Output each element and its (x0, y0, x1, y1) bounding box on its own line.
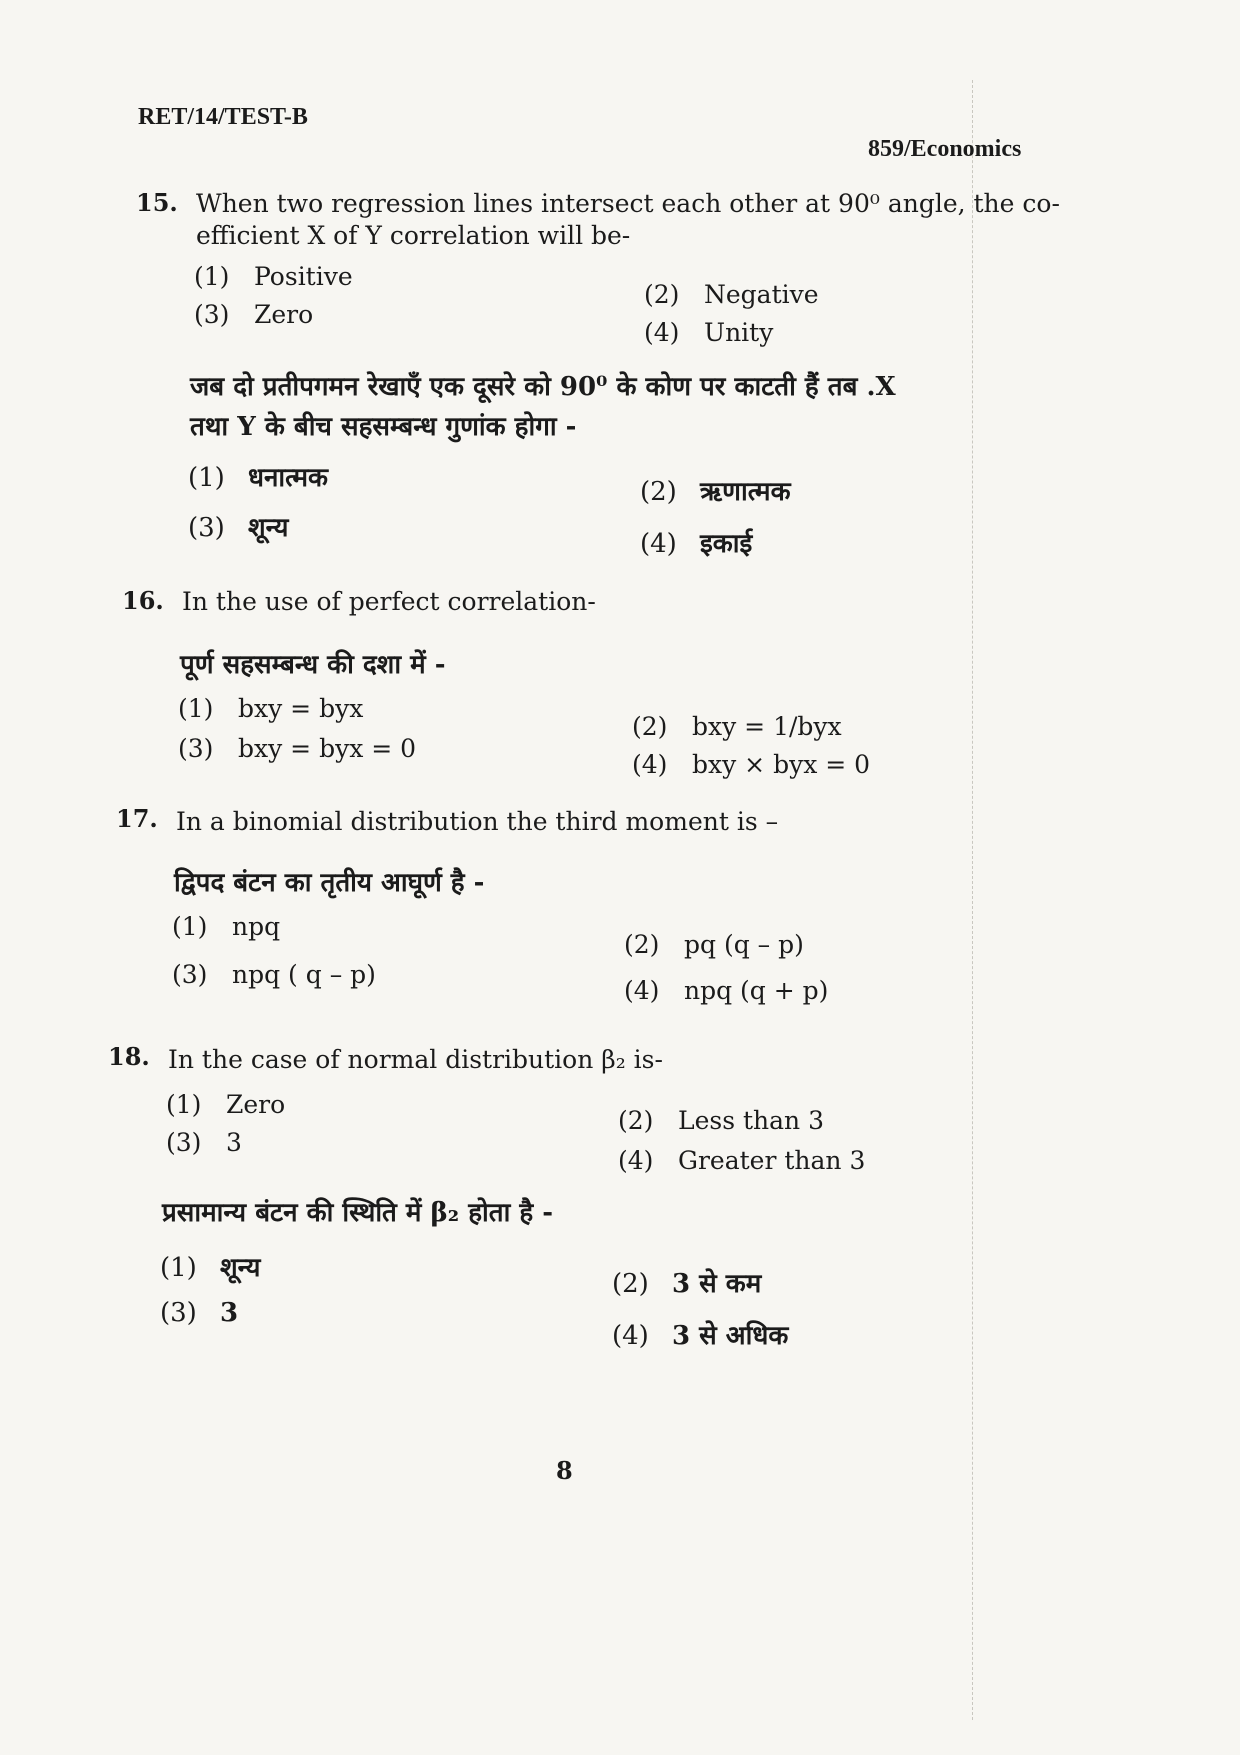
question-text-en: In the use of perfect correlation- (182, 587, 596, 616)
option-2: (2) bxy = 1/byx (632, 712, 842, 741)
option-4: (4) bxy × byx = 0 (632, 750, 871, 779)
question-text-en-line1: When two regression lines intersect each other at 90⁰ angle, the co- (196, 189, 1060, 218)
option-4: (4) Unity (644, 318, 774, 347)
question-text-hi-line2: तथा Y के बीच सहसम्बन्ध गुणांक होगा - (190, 412, 577, 442)
option-4: (4) Greater than 3 (618, 1146, 866, 1175)
question-text-hi: प्रसामान्य बंटन की स्थिति में β₂ होता है - (162, 1198, 554, 1228)
question-text-en-line2: efficient X of Y correlation will be- (196, 221, 631, 250)
option-3-hi: (3) 3 (160, 1298, 239, 1328)
question-text-hi: द्विपद बंटन का तृतीय आघूर्ण है - (174, 868, 485, 898)
question-number: 18. (108, 1042, 150, 1071)
scan-fold-line (972, 80, 973, 1720)
option-3: (3) bxy = byx = 0 (178, 734, 417, 763)
option-2: (2) Negative (644, 280, 819, 309)
paper-code: RET/14/TEST-B (138, 104, 308, 130)
option-3: (3) npq ( q – p) (172, 960, 376, 989)
question-text-en: In the case of normal distribution β₂ is- (168, 1045, 663, 1074)
question-number: 16. (122, 586, 164, 615)
option-4: (4) npq (q + p) (624, 976, 829, 1005)
option-1: (1) npq (172, 912, 281, 941)
option-2-hi: (2) ऋणात्मक (640, 477, 791, 507)
option-4-hi: (4) इकाई (640, 529, 753, 559)
question-text-hi-line1: जब दो प्रतीपगमन रेखाएँ एक दूसरे को 90⁰ के कोण पर काटती हैं तब .X (190, 372, 896, 402)
question-text-en: In a binomial distribution the third moment is – (176, 807, 779, 836)
option-1: (1) Zero (166, 1090, 286, 1119)
option-3-hi: (3) शून्य (188, 513, 289, 543)
option-1: (1) Positive (194, 262, 353, 291)
option-3: (3) 3 (166, 1128, 242, 1157)
option-3: (3) Zero (194, 300, 314, 329)
option-2-hi: (2) 3 से कम (612, 1269, 762, 1299)
option-1-hi: (1) धनात्मक (188, 463, 328, 493)
option-4-hi: (4) 3 से अधिक (612, 1321, 789, 1351)
option-2: (2) Less than 3 (618, 1106, 825, 1135)
subject-code: 859/Economics (868, 136, 1022, 162)
question-text-hi: पूर्ण सहसम्बन्ध की दशा में - (180, 650, 446, 680)
page-number: 8 (556, 1456, 573, 1485)
option-1-hi: (1) शून्य (160, 1253, 261, 1283)
question-number: 15. (136, 188, 178, 217)
option-1: (1) bxy = byx (178, 694, 364, 723)
option-2: (2) pq (q – p) (624, 930, 804, 959)
question-number: 17. (116, 804, 158, 833)
